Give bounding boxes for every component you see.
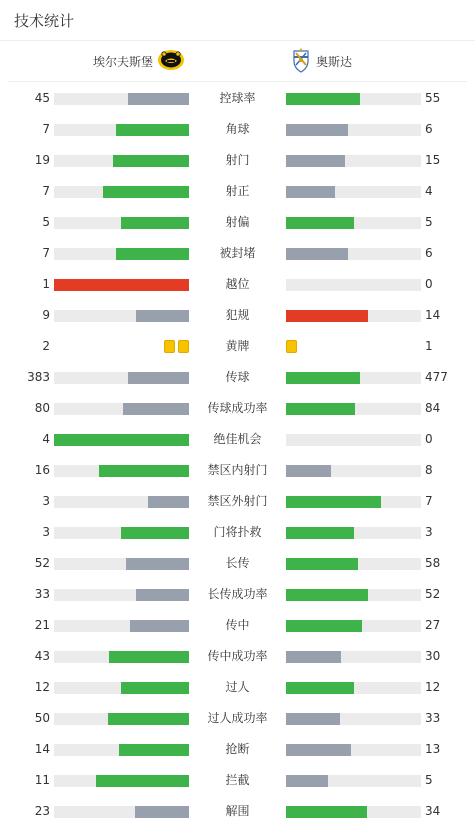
home-stat-value: 50: [34, 711, 50, 725]
home-team-name: 埃尔夫斯堡: [92, 55, 153, 69]
away-stat-value: 6: [425, 122, 433, 136]
stat-row: [0, 393, 475, 424]
home-stat-bar-track: [54, 124, 189, 136]
home-stat-bar-track: [54, 248, 189, 260]
stat-row: [0, 300, 475, 331]
stat-row: [0, 734, 475, 765]
stat-label: 长传成功率: [207, 587, 268, 601]
home-stat-bar-fill: [54, 434, 189, 446]
away-stat-bar-track: [286, 186, 421, 198]
home-stat-value: 21: [34, 618, 50, 632]
away-stat-value: 84: [425, 401, 441, 415]
home-stat-value: 7: [42, 122, 50, 136]
away-stat-bar-fill: [286, 558, 358, 570]
away-stat-bar-fill: [286, 620, 362, 632]
home-stat-value: 12: [34, 680, 50, 694]
home-stat-bar-fill: [108, 713, 189, 725]
away-stat-bar-track: [286, 775, 421, 787]
home-stat-bar-fill: [116, 248, 189, 260]
away-stat-bar-fill: [286, 217, 354, 229]
home-stat-bar-track: [54, 93, 189, 105]
home-stat-bar-track: [54, 279, 189, 291]
home-stat-value: 33: [34, 587, 50, 601]
yellow-card-icon: [178, 340, 189, 353]
home-stat-bar-track: [54, 372, 189, 384]
home-stat-bar-fill: [130, 620, 189, 632]
away-stat-value: 33: [425, 711, 441, 725]
home-stat-bar-fill: [121, 682, 189, 694]
away-stat-bar-fill: [286, 744, 351, 756]
away-stat-bar-track: [286, 465, 421, 477]
away-stat-value: 34: [425, 804, 441, 818]
away-stat-value: 477: [425, 370, 448, 384]
stat-label: 角球: [225, 122, 250, 136]
away-stat-bar-track: [286, 124, 421, 136]
page-title: 技术统计: [14, 11, 75, 30]
stat-row: [0, 238, 475, 269]
home-stat-value: 5: [42, 215, 50, 229]
away-team[interactable]: [291, 41, 352, 82]
away-stat-bar-track: [286, 651, 421, 663]
away-stat-value: 3: [425, 525, 433, 539]
away-stat-bar-track: [286, 434, 421, 446]
stat-row: [0, 579, 475, 610]
home-stat-value: 23: [34, 804, 50, 818]
away-stat-bar-fill: [286, 124, 348, 136]
away-stat-value: 5: [425, 215, 433, 229]
away-stat-bar-track: [286, 558, 421, 570]
away-stat-value: 8: [425, 463, 433, 477]
stat-label: 拦截: [225, 773, 250, 787]
away-stat-bar-fill: [286, 93, 360, 105]
stat-label: 长传: [225, 556, 250, 570]
away-stat-value: 12: [425, 680, 441, 694]
stat-row: [0, 269, 475, 300]
home-stat-bar-fill: [136, 310, 189, 322]
away-stat-value: 52: [425, 587, 441, 601]
stat-label: 射门: [225, 153, 250, 167]
home-stat-value: 3: [42, 494, 50, 508]
home-stat-bar-fill: [54, 279, 189, 291]
away-stat-value: 5: [425, 773, 433, 787]
stat-row: [0, 114, 475, 145]
away-stat-value: 0: [425, 432, 433, 446]
stat-label: 控球率: [219, 91, 256, 105]
away-stat-value: 4: [425, 184, 433, 198]
home-stat-bar-fill: [119, 744, 189, 756]
teams-header: [8, 41, 467, 82]
stat-label: 射正: [225, 184, 250, 198]
away-stat-bar-track: [286, 496, 421, 508]
home-stat-bar-track: [54, 775, 189, 787]
home-stat-value: 1: [42, 277, 50, 291]
away-stat-value: 6: [425, 246, 433, 260]
stat-label: 绝佳机会: [213, 432, 262, 446]
stat-label: 禁区外射门: [207, 494, 268, 508]
stat-row: [0, 703, 475, 734]
home-stat-value: 14: [34, 742, 50, 756]
away-stat-value: 14: [425, 308, 441, 322]
home-stat-bar-track: [54, 620, 189, 632]
home-stat-value: 43: [34, 649, 50, 663]
away-stat-bar-fill: [286, 155, 345, 167]
home-stat-value: 16: [34, 463, 50, 477]
away-stat-value: 1: [425, 339, 433, 353]
away-stat-value: 0: [425, 277, 433, 291]
stat-label: 过人: [225, 680, 250, 694]
stat-row: [0, 207, 475, 238]
home-stat-bar-track: [54, 682, 189, 694]
away-stat-bar-track: [286, 682, 421, 694]
stat-label: 传中: [225, 618, 250, 632]
away-stat-bar-track: [286, 403, 421, 415]
home-stat-value: 80: [34, 401, 50, 415]
away-stat-bar-track: [286, 217, 421, 229]
stat-label: 传球成功率: [207, 401, 268, 415]
home-stat-bar-track: [54, 217, 189, 229]
home-stat-bar-track: [54, 527, 189, 539]
home-stat-bar-fill: [121, 527, 189, 539]
away-stat-value: 13: [425, 742, 441, 756]
away-stat-value: 7: [425, 494, 433, 508]
home-stat-value: 383: [27, 370, 50, 384]
stat-row: [0, 362, 475, 393]
home-stat-value: 2: [42, 339, 50, 353]
stat-row: [0, 424, 475, 455]
home-stat-value: 7: [42, 184, 50, 198]
away-stat-bar-fill: [286, 527, 354, 539]
stat-label: 射偏: [225, 215, 250, 229]
away-stat-bar-fill: [286, 186, 335, 198]
away-stat-value: 30: [425, 649, 441, 663]
stat-row: [0, 610, 475, 641]
stat-row: [0, 486, 475, 517]
away-stat-bar-fill: [286, 589, 368, 601]
home-team[interactable]: [93, 41, 185, 82]
away-stat-bar-fill: [286, 248, 348, 260]
stat-label: 传球: [225, 370, 250, 384]
stat-label: 抢断: [225, 742, 250, 756]
away-stat-bar-fill: [286, 775, 328, 787]
elfsborg-crest-icon: [157, 49, 185, 75]
stat-row: [0, 672, 475, 703]
stat-label: 越位: [225, 277, 250, 291]
home-stat-value: 11: [34, 773, 50, 787]
home-stat-bar-track: [54, 496, 189, 508]
home-yellow-cards: [164, 340, 189, 353]
away-stat-bar-track: [286, 155, 421, 167]
home-stat-value: 7: [42, 246, 50, 260]
home-stat-value: 19: [34, 153, 50, 167]
home-stat-value: 52: [34, 556, 50, 570]
stat-row: [0, 641, 475, 672]
home-stat-bar-track: [54, 589, 189, 601]
away-stat-bar-fill: [286, 682, 354, 694]
home-stat-bar-fill: [126, 558, 189, 570]
stat-label: 解围: [225, 804, 250, 818]
yellow-card-icon: [286, 340, 297, 353]
home-stat-bar-track: [54, 744, 189, 756]
stat-row: [0, 548, 475, 579]
home-stat-bar-track: [54, 403, 189, 415]
yellow-card-icon: [164, 340, 175, 353]
home-stat-bar-track: [54, 186, 189, 198]
away-stat-value: 58: [425, 556, 441, 570]
away-stat-value: 27: [425, 618, 441, 632]
home-stat-bar-track: [54, 310, 189, 322]
home-stat-bar-fill: [121, 217, 189, 229]
away-stat-bar-fill: [286, 372, 360, 384]
stat-label: 犯规: [225, 308, 250, 322]
away-stat-bar-track: [286, 372, 421, 384]
stat-row: [0, 796, 475, 826]
away-stat-bar-track: [286, 713, 421, 725]
home-stat-bar-track: [54, 155, 189, 167]
away-stat-bar-track: [286, 527, 421, 539]
home-stat-bar-fill: [123, 403, 189, 415]
home-stat-bar-fill: [96, 775, 189, 787]
stat-row: [0, 176, 475, 207]
away-stat-bar-fill: [286, 403, 355, 415]
home-stat-value: 9: [42, 308, 50, 322]
away-stat-bar-track: [286, 279, 421, 291]
stat-label: 被封堵: [219, 246, 256, 260]
stats-header: [0, 0, 475, 41]
home-stat-bar-fill: [103, 186, 189, 198]
home-stat-bar-fill: [135, 806, 189, 818]
away-stat-bar-track: [286, 310, 421, 322]
away-stat-bar-track: [286, 806, 421, 818]
home-stat-bar-fill: [99, 465, 189, 477]
away-stat-bar-track: [286, 589, 421, 601]
away-stat-bar-fill: [286, 496, 381, 508]
home-stat-bar-fill: [109, 651, 189, 663]
away-stat-bar-fill: [286, 310, 368, 322]
home-stat-bar-fill: [128, 372, 189, 384]
home-stat-bar-track: [54, 434, 189, 446]
away-stat-value: 15: [425, 153, 441, 167]
ostersund-crest-icon: [291, 47, 311, 77]
home-stat-bar-fill: [136, 589, 189, 601]
stat-row: [0, 517, 475, 548]
stat-label: 传中成功率: [207, 649, 268, 663]
home-stat-value: 45: [34, 91, 50, 105]
stat-row: [0, 765, 475, 796]
home-stat-bar-fill: [113, 155, 189, 167]
stat-row: [0, 83, 475, 114]
stat-label: 门将扑救: [213, 525, 262, 539]
home-stat-bar-track: [54, 465, 189, 477]
stat-row: [0, 455, 475, 486]
home-stat-bar-track: [54, 651, 189, 663]
home-stat-bar-track: [54, 713, 189, 725]
away-stat-bar-fill: [286, 651, 341, 663]
away-stat-bar-track: [286, 620, 421, 632]
stat-label: 黄牌: [225, 339, 250, 353]
home-stat-bar-fill: [128, 93, 189, 105]
stat-label: 禁区内射门: [207, 463, 268, 477]
away-stat-bar-track: [286, 93, 421, 105]
away-team-name: 奥斯达: [316, 55, 353, 69]
away-stat-bar-track: [286, 248, 421, 260]
home-stat-bar-fill: [116, 124, 189, 136]
home-stat-bar-track: [54, 558, 189, 570]
stat-label: 过人成功率: [207, 711, 268, 725]
away-stat-bar-track: [286, 744, 421, 756]
away-yellow-cards: [286, 340, 297, 353]
home-stat-bar-track: [54, 806, 189, 818]
away-stat-bar-fill: [286, 713, 340, 725]
away-stat-value: 55: [425, 91, 441, 105]
away-stat-bar-fill: [286, 465, 331, 477]
stat-row: [0, 331, 475, 362]
stat-row: [0, 145, 475, 176]
away-stat-bar-fill: [286, 806, 367, 818]
home-stat-bar-fill: [148, 496, 189, 508]
home-stat-value: 4: [42, 432, 50, 446]
home-stat-value: 3: [42, 525, 50, 539]
